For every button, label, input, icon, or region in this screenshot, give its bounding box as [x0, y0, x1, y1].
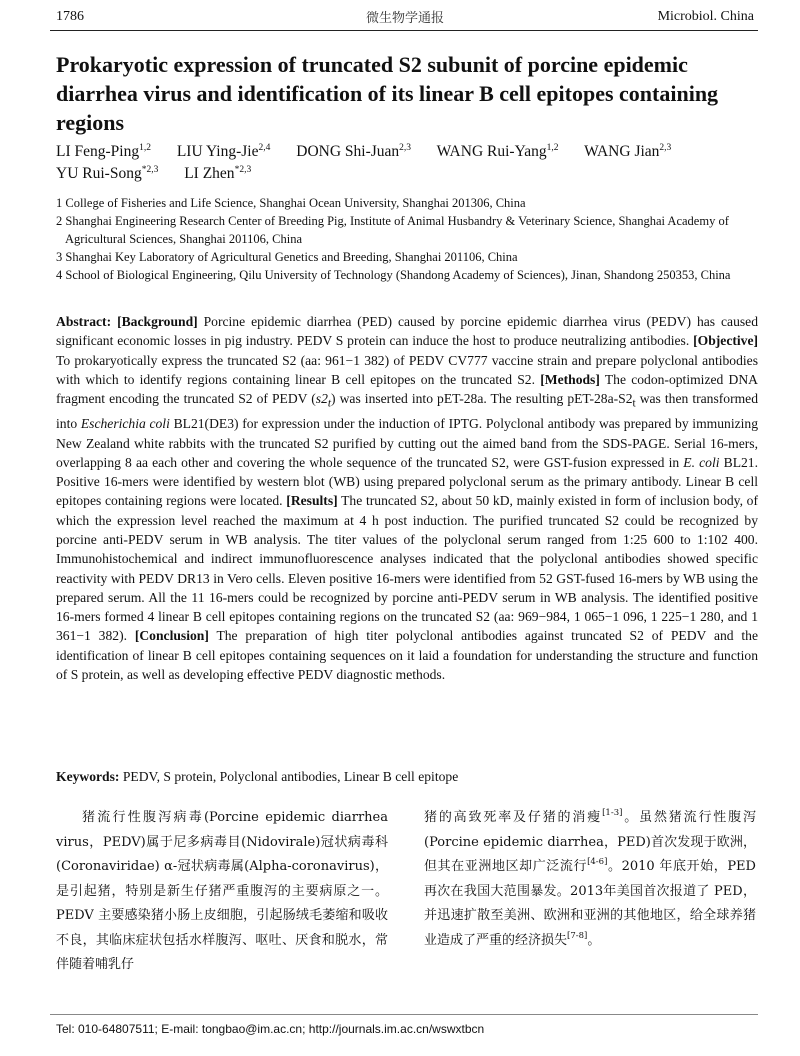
citation: [1-3]	[602, 808, 623, 818]
author: WANG Rui-Yang$^{1,2}$	[436, 143, 559, 160]
gene-name: s2	[315, 391, 328, 407]
plasmid-subscript: t	[632, 397, 636, 410]
article-title: Prokaryotic expression of truncated S2 subunit of porcine epidemic diarrhea virus and identification of its linear B cell epitopes containing regions	[56, 52, 719, 135]
conclusion-label: [Conclusion]	[134, 628, 209, 644]
author-list	[56, 141, 756, 185]
citation: [4-6]	[587, 857, 608, 867]
page-footer: Tel: 010-64807511; E-mail: tongbao@im.ac.cn; http://journals.im.ac.cn/wswxtbcn	[56, 1022, 485, 1036]
objective-label: [Objective]	[693, 333, 759, 349]
affiliation: 4 School of Biological Engineering, Qilu University of Technology (Shandong Academy of Sciences), Jinan, Shandong 250353, China	[56, 268, 731, 282]
author: LI Zhen$^{*2,3}$	[184, 165, 252, 182]
methods-text: BL21. Positive 16-mers were identified by western blot (WB) using prepared polyclonal serum as the primary antibody. Linear B cell epitopes containing regions were located.	[56, 454, 758, 509]
species-name-short: E. coli	[683, 454, 720, 470]
header-rule	[50, 30, 758, 31]
affiliation: 1 College of Fisheries and Life Science, Shanghai Ocean University, Shanghai 201306, China	[56, 196, 526, 210]
author: LI Feng-Ping$^{1,2}$	[56, 143, 151, 160]
affiliation: 2 Shanghai Engineering Research Center of Breeding Pig, Institute of Animal Husbandry & Veterinary Science, Shanghai Academy of Agricultural Sciences, Shanghai 201106, China	[56, 214, 729, 246]
affiliation-list	[56, 194, 756, 284]
citation: [7-8]	[567, 930, 588, 941]
methods-text: ) was inserted into pET-28a. The resulting pET-28a-S2	[331, 391, 633, 407]
page-number: 1786	[56, 9, 84, 24]
keywords-label: Keywords:	[56, 769, 120, 784]
affiliation: 3 Shanghai Key Laboratory of Agricultural Genetics and Breeding, Shanghai 201106, China	[56, 250, 518, 264]
gene-subscript: t	[327, 397, 332, 410]
conclusion-text: The preparation of high titer polyclonal antibodies against truncated S2 of PEDV and the identification of linear B cell epitopes containing sequences on it laid a foundation for understanding the structure and function of S protein, as well as developing effective PEDV diagnostic methods.	[56, 628, 759, 683]
author: LIU Ying-Jie$^{2,4}$	[176, 143, 271, 160]
abstract-label: Abstract:	[56, 314, 112, 329]
methods-text: The codon-optimized DNA fragment encoding the truncated S2 of PEDV (	[56, 371, 758, 407]
results-label: [Results]	[286, 493, 338, 509]
species-name: Escherichia coli	[80, 416, 170, 432]
background-label: [Background]	[117, 314, 198, 329]
abstract	[56, 312, 758, 684]
footer-rule	[50, 1014, 758, 1015]
background-text: Porcine epidemic diarrhea (PED) caused by porcine epidemic diarrhea virus (PEDV) has caused significant economic losses in pig industry. PEDV S protein can induce the host to produce neutralizing antibodies.	[56, 314, 759, 349]
running-header	[56, 6, 754, 30]
methods-label: [Methods]	[540, 371, 600, 387]
body-column-left: 猪流行性腹泻病毒(Porcine epidemic diarrhea virus，PEDV)属于尼多病毒目(Nidovirale)冠状病毒科(Coronaviridae) α-冠状病毒属(Alpha-coronavirus)，是引起猪，特别是新生仔猪严重腹泻的主要病原之一。PEDV 主要感染猪小肠上皮细胞，引起肠绒毛萎缩和吸收不良，其临床症状包括水样腹泻、呕吐、厌食和脱水，常伴随着哺乳仔	[56, 810, 388, 972]
author: DONG Shi-Juan$^{2,3}$	[296, 143, 412, 160]
methods-text: was then transformed into	[56, 391, 759, 432]
journal-name-chinese: 微生物学通报	[365, 11, 444, 26]
keywords-text: PEDV, S protein, Polyclonal antibodies, Linear B cell epitope	[122, 769, 459, 784]
author: WANG Jian$^{2,3}$	[584, 143, 672, 160]
author: YU Rui-Song$^{*2,3}$	[56, 165, 159, 182]
methods-text: BL21(DE3) for expression under the induction of IPTG. Polyclonal antibody was prepared by immunizing New Zealand white rabbits with the truncated S2 purified by cutting out the aimed band from the SDS-PAGE. Serial 16-mers, overlapping 8 aa each other and covering the whole sequence of the truncated S2, were GST-fusion expressed in	[56, 416, 759, 470]
journal-name-english: Microbiol. China	[657, 9, 754, 24]
results-text: The truncated S2, about 50 kD, mainly existed in form of inclusion body, of which the expression level reached the maximum at 4 h post induction. The purified truncated S2 could be recognized by porcine anti-PEDV serum in WB analysis. The titer values of the polyclonal serum ranged from 1:25 600 to 1:102 400. Immunohistochemical and indirect immunofluorescence analyses indicated that the polyclonal antibodies showed specific reactivity with PEDV DR13 in Vero cells. Eleven positive 16-mers were identified from 52 GST-fused 16-mers by WB using the prepared serum. All the 11 16-mers could be recognized by porcine anti-PEDV serum in WB analysis. The identified positive 16-mers formed 4 linear B cell epitopes containing regions on the truncated S2 (aa: 969−984, 1 065−1 096, 1 225−1 280, and 1 361−1 382).	[56, 493, 758, 644]
body-column-right: 猪的高致死率及仔猪的消瘦[1-3]。虽然猪流行性腹泻(Porcine epidemic diarrhea，PED)首次发现于欧洲，但其在亚洲地区却广泛流行[4-6]。2010 年底开始，PED再次在我国大范围暴发。2013年美国首次报道了 PED，并迅速扩散至美洲、欧洲和亚洲的其他地区，给全球养猪业造成了严重的经济损失[7-8]。	[424, 808, 756, 948]
objective-text: To prokaryotically express the truncated S2 (aa: 961−1 382) of PEDV CV777 vaccine strain and prepare polyclonal antibodies with which to identify regions containing linear B cell epitopes on the truncated S2.	[56, 352, 758, 387]
keywords	[56, 769, 758, 785]
